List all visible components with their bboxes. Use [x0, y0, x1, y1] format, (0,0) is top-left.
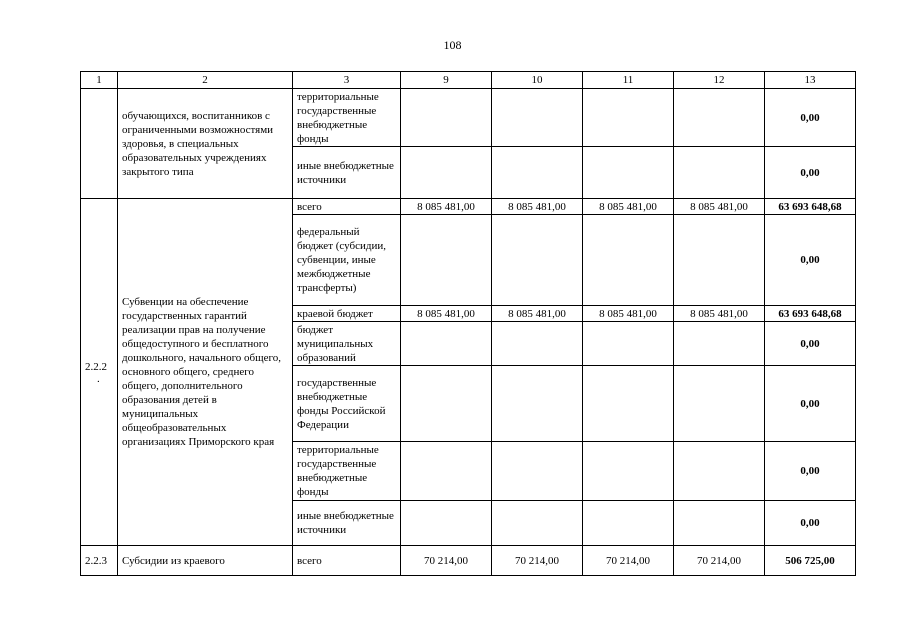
value-cell: 70 214,00 — [492, 546, 583, 576]
table-row — [81, 89, 856, 147]
value-cell — [492, 215, 583, 306]
value-cell — [401, 501, 492, 546]
column-header: 2 — [118, 72, 293, 89]
item-name: Субсидии из краевого — [118, 546, 293, 576]
value-cell: 8 085 481,00 — [401, 199, 492, 215]
item-name: обучающихся, воспитанников с ограниченными возможностями здоровья, в специальных образовательных учреждениях закрытого типа — [118, 89, 293, 199]
funding-source: территориальные государственные внебюджетные фонды — [293, 89, 401, 147]
value-cell — [583, 442, 674, 501]
total-cell: 0,00 — [765, 366, 856, 442]
funding-source: иные внебюджетные источники — [293, 147, 401, 199]
total-cell: 63 693 648,68 — [765, 306, 856, 322]
value-cell — [401, 147, 492, 199]
item-number-mark: . — [97, 373, 100, 385]
column-header: 13 — [765, 72, 856, 89]
funding-source: краевой бюджет — [293, 306, 401, 322]
funding-source: всего — [293, 199, 401, 215]
value-cell — [583, 147, 674, 199]
value-cell — [674, 147, 765, 199]
item-number — [81, 89, 118, 199]
table-row — [81, 199, 856, 215]
value-cell: 8 085 481,00 — [492, 199, 583, 215]
total-cell: 63 693 648,68 — [765, 199, 856, 215]
value-cell — [492, 366, 583, 442]
table-row — [81, 546, 856, 576]
total-cell: 0,00 — [765, 215, 856, 306]
column-number-row — [81, 72, 856, 89]
column-header: 10 — [492, 72, 583, 89]
item-name: Субвенции на обеспечение государственных гарантий реализации прав на получение общедоступного и бесплатного дошкольного, начального общего, основного общего, среднего общего, дополнительного образования детей в муниципальных общеобразовательных организациях Приморского края — [118, 199, 293, 546]
column-header: 3 — [293, 72, 401, 89]
value-cell: 8 085 481,00 — [492, 306, 583, 322]
funding-source: всего — [293, 546, 401, 576]
total-cell: 0,00 — [765, 89, 856, 147]
value-cell: 8 085 481,00 — [674, 199, 765, 215]
value-cell — [674, 215, 765, 306]
total-cell: 0,00 — [765, 442, 856, 501]
item-number-cell — [81, 199, 118, 546]
column-header: 11 — [583, 72, 674, 89]
value-cell — [492, 147, 583, 199]
column-header: 12 — [674, 72, 765, 89]
item-number: 2.2.2 — [85, 361, 107, 373]
value-cell — [492, 89, 583, 147]
item-number: 2.2.3 — [81, 546, 118, 576]
total-cell: 506 725,00 — [765, 546, 856, 576]
column-header: 1 — [81, 72, 118, 89]
value-cell — [492, 442, 583, 501]
value-cell — [401, 89, 492, 147]
value-cell — [401, 322, 492, 366]
value-cell — [674, 89, 765, 147]
total-cell: 0,00 — [765, 322, 856, 366]
funding-source: государственные внебюджетные фонды Российской Федерации — [293, 366, 401, 442]
value-cell: 70 214,00 — [401, 546, 492, 576]
value-cell — [401, 215, 492, 306]
value-cell — [401, 442, 492, 501]
value-cell: 70 214,00 — [583, 546, 674, 576]
value-cell — [492, 501, 583, 546]
budget-table — [80, 71, 856, 576]
value-cell — [583, 366, 674, 442]
funding-source: иные внебюджетные источники — [293, 501, 401, 546]
total-cell: 0,00 — [765, 501, 856, 546]
value-cell — [674, 322, 765, 366]
value-cell: 8 085 481,00 — [583, 306, 674, 322]
funding-source: территориальные государственные внебюджетные фонды — [293, 442, 401, 501]
value-cell — [583, 89, 674, 147]
value-cell: 8 085 481,00 — [674, 306, 765, 322]
total-cell: 0,00 — [765, 147, 856, 199]
value-cell — [492, 322, 583, 366]
value-cell: 8 085 481,00 — [401, 306, 492, 322]
value-cell: 70 214,00 — [674, 546, 765, 576]
column-header: 9 — [401, 72, 492, 89]
value-cell — [401, 366, 492, 442]
page-number: 108 — [443, 38, 462, 52]
funding-source: федеральный бюджет (субсидии, субвенции, иные межбюджетные трансферты) — [293, 215, 401, 306]
funding-source: бюджет муниципальных образований — [293, 322, 401, 366]
value-cell — [583, 501, 674, 546]
value-cell — [674, 442, 765, 501]
value-cell — [674, 366, 765, 442]
value-cell — [583, 322, 674, 366]
value-cell: 8 085 481,00 — [583, 199, 674, 215]
value-cell — [583, 215, 674, 306]
value-cell — [674, 501, 765, 546]
